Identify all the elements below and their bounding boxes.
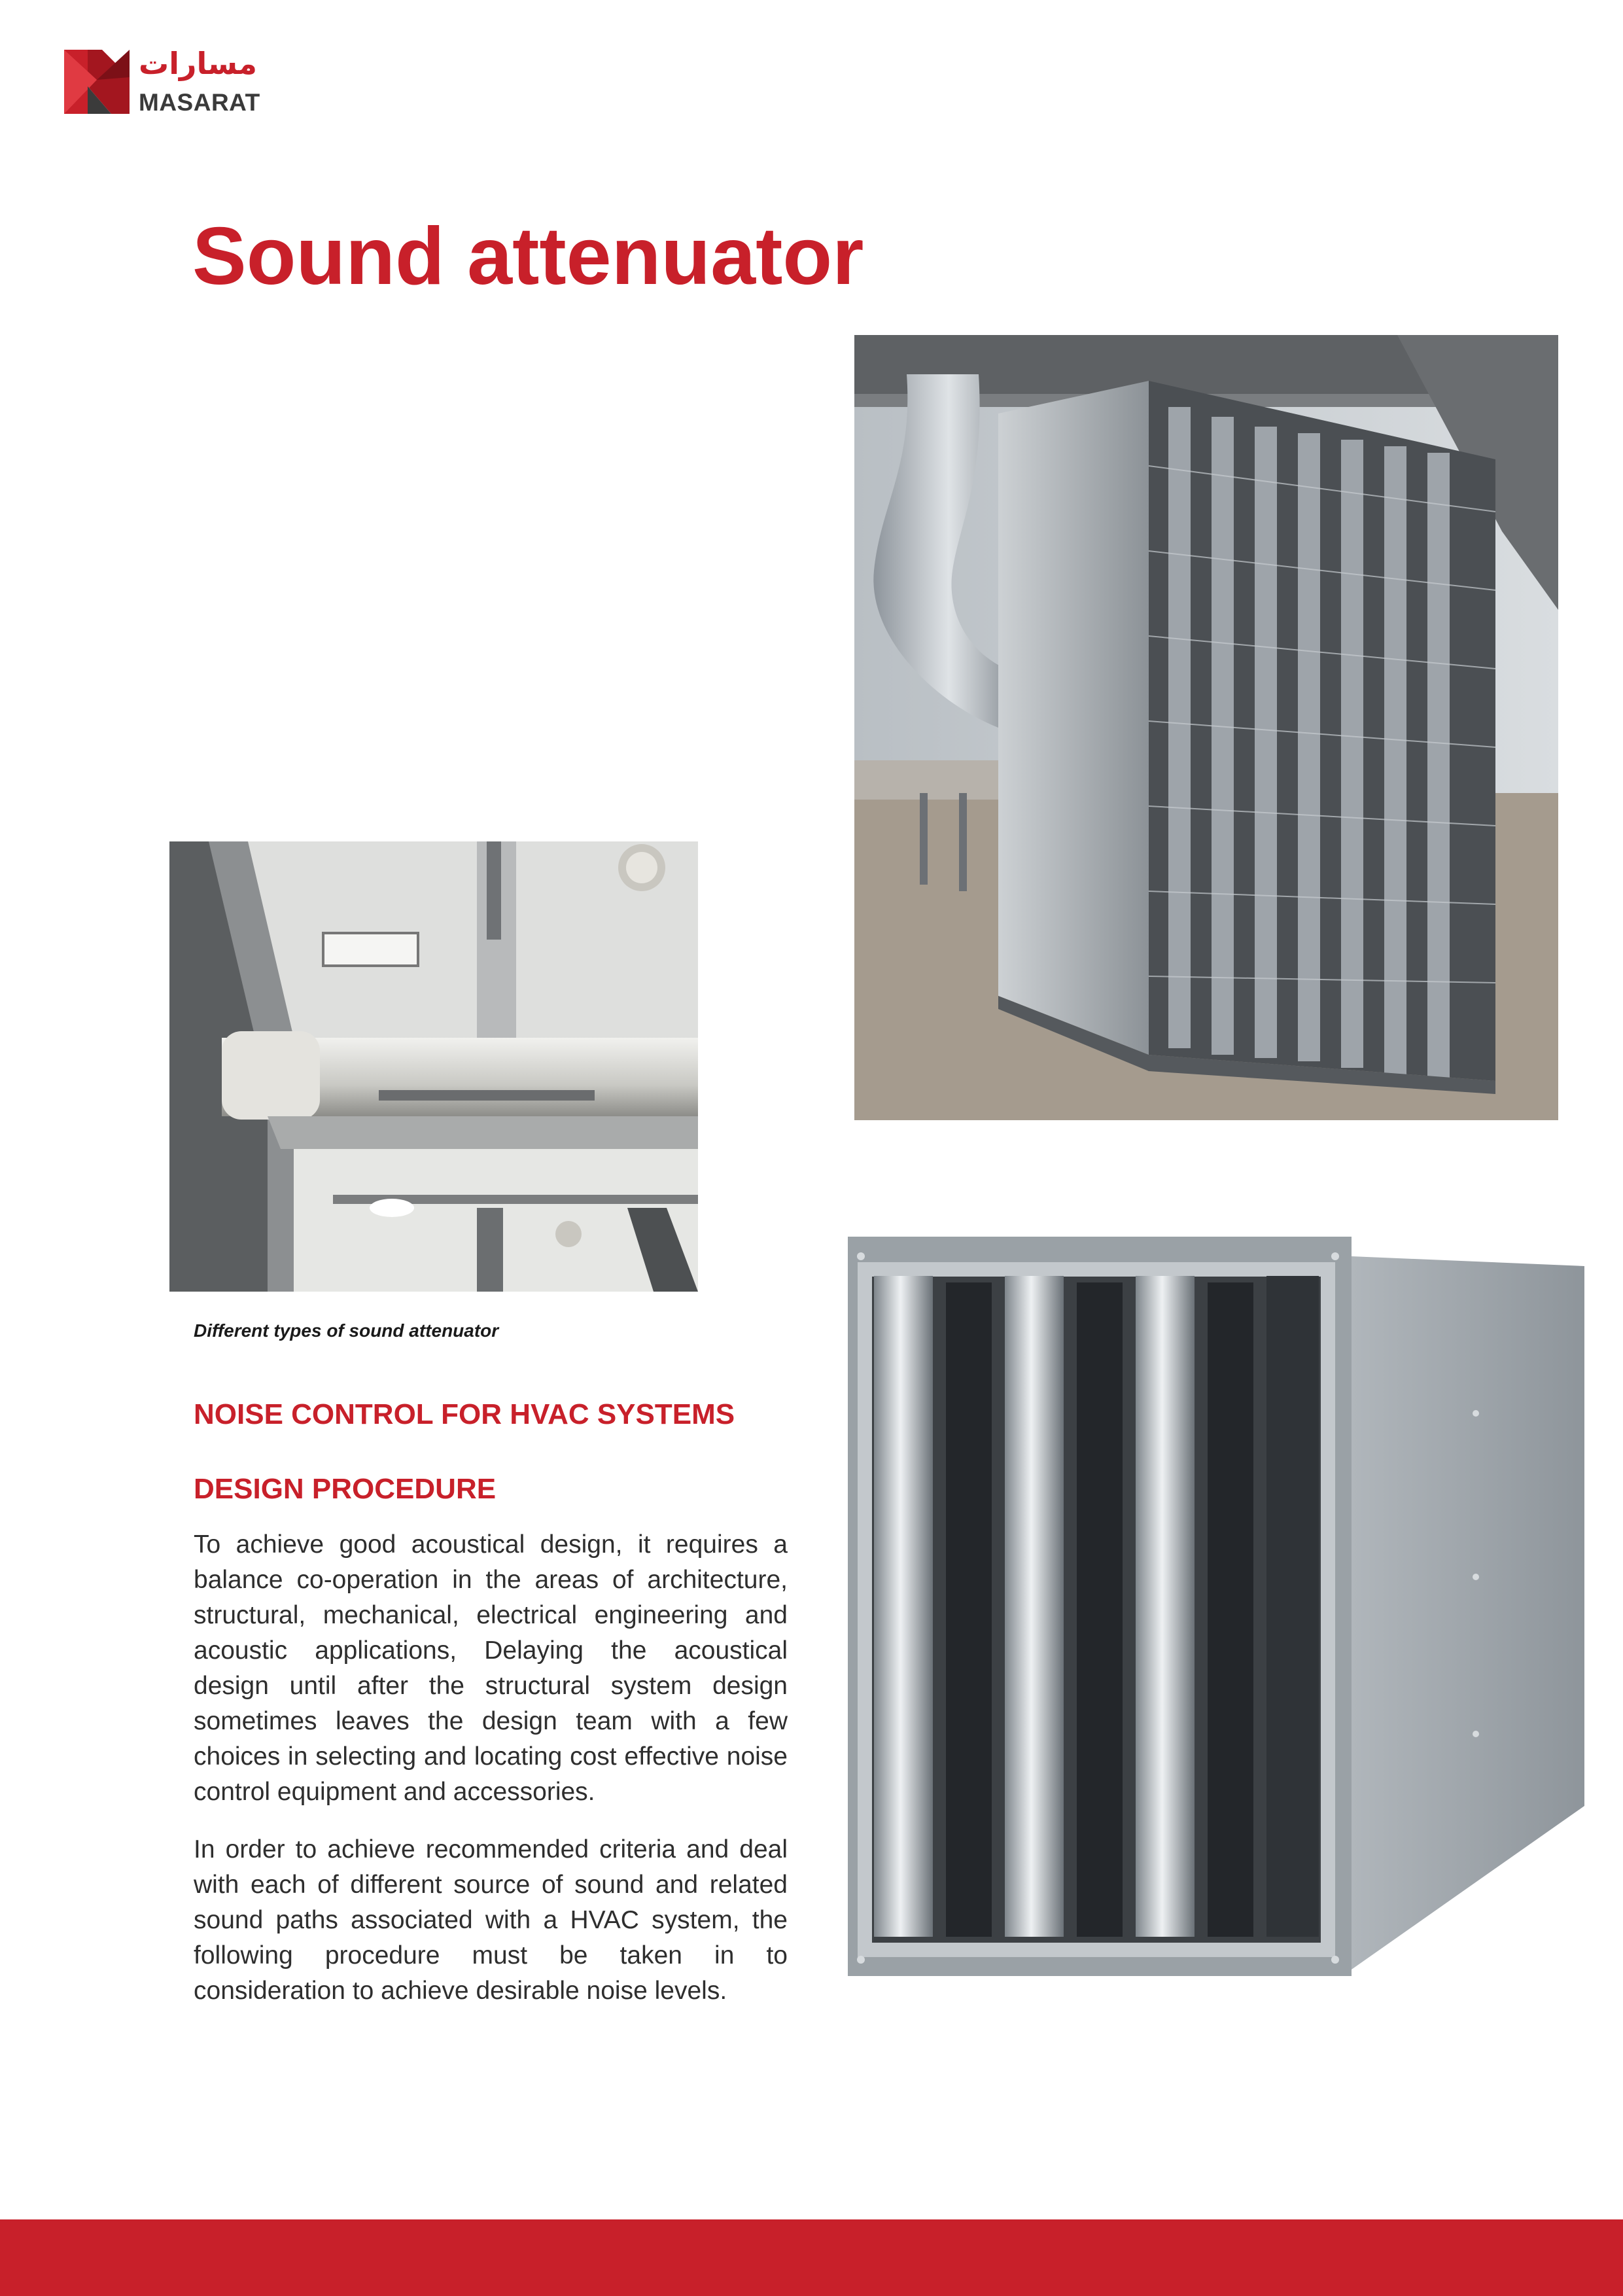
- photo-outdoor-attenuator: [854, 335, 1558, 1120]
- section-heading-noise-control: NOISE CONTROL FOR HVAC SYSTEMS: [194, 1398, 735, 1430]
- page-title: Sound attenuator: [192, 211, 864, 302]
- brand-name: MASARAT: [139, 89, 260, 116]
- brand-name-arabic: مسارات: [139, 46, 258, 81]
- image-caption: Different types of sound attenuator: [194, 1320, 499, 1341]
- body-paragraph: In order to achieve recommended criteria and deal with each of different source of sound and related sound paths associated with a HVAC system, the following procedure must be taken in to consideration to achieve desirable noise levels.: [194, 1835, 788, 2005]
- masarat-logo-icon: [64, 46, 130, 118]
- body-paragraph: To achieve good acoustical design, it requires a balance co-operation in the areas of architecture, structural, mechanical, electrical engineering and acoustic applications, Delaying the acoustical design until after the structural system design sometimes leaves the design team with a few choices in selecting and locating cost effective noise control equipment and accessories.: [194, 1530, 788, 1806]
- section-heading-design-procedure: DESIGN PROCEDURE: [194, 1473, 497, 1505]
- footer-bar: [0, 2219, 1623, 2296]
- photo-rectangular-attenuator: [848, 1237, 1587, 1996]
- photo-ceiling-attenuator: [169, 841, 698, 1292]
